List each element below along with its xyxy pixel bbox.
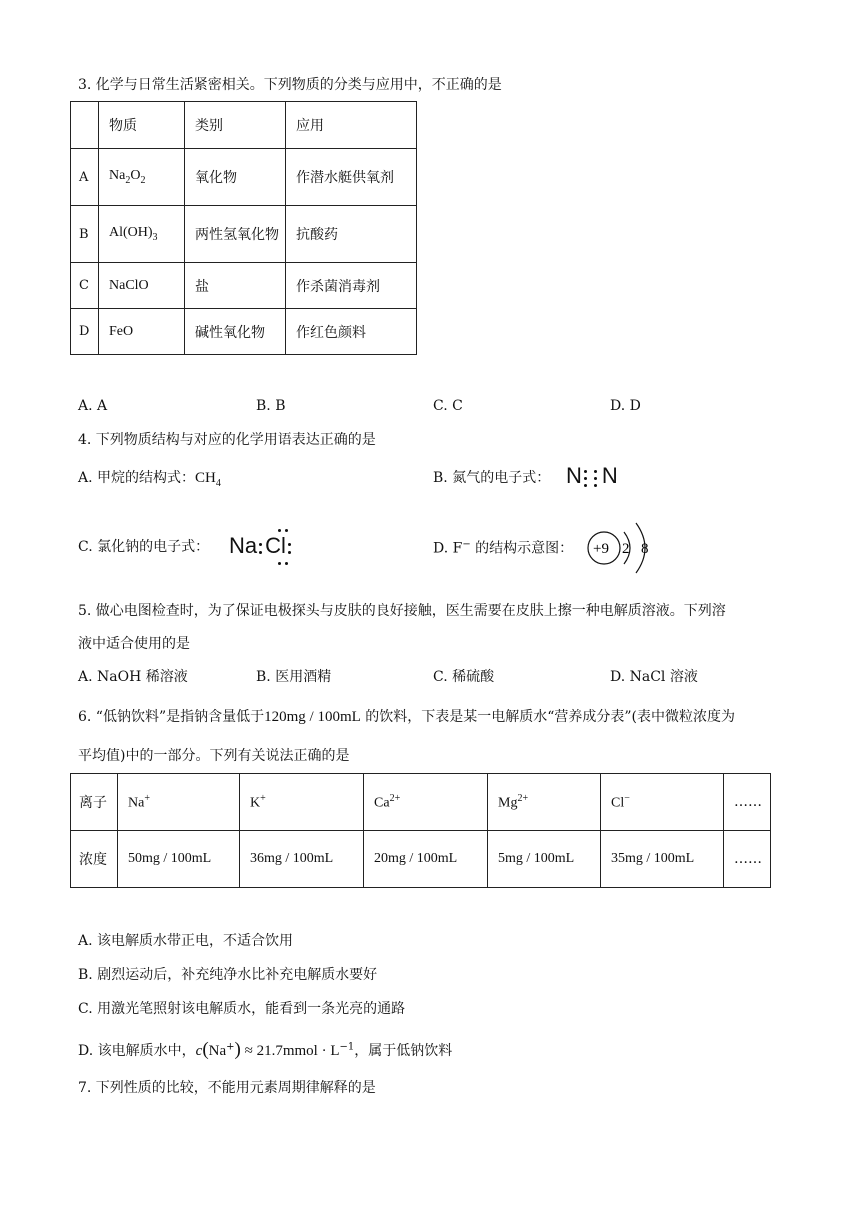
q3-row-a-category: 氧化物	[185, 149, 286, 206]
q6-conc-cl: 35mg / 100mL	[601, 831, 724, 888]
q4-option-a[interactable]: A. 甲烷的结构式：$CH_4$	[78, 470, 221, 489]
q6-ion-ellipsis: ……	[724, 774, 771, 831]
q3-header-blank	[71, 102, 99, 149]
q6-row-ion-label: 离子	[71, 774, 118, 831]
q3-option-d[interactable]: D. D	[610, 398, 641, 414]
q3-row-b-use: 抗酸药	[286, 206, 417, 263]
q6-table	[70, 773, 771, 888]
q5-option-d[interactable]: D. NaCl 溶液	[610, 669, 698, 685]
q4-option-c-electron-formula: Na Cl	[229, 535, 294, 558]
q3-header-use: 应用	[286, 102, 417, 149]
q3-stem: 3. 化学与日常生活紧密相关。下列物质的分类与应用中，不正确的是	[78, 77, 502, 93]
q6-conc-ellipsis: ……	[724, 831, 771, 888]
nucleus-charge: +9	[593, 541, 609, 557]
q3-option-a[interactable]: A. A	[78, 398, 108, 414]
q6-option-d[interactable]: D. 该电解质水中，c(Na+) ≈ 21.7mmol · $L^{-1}$，属于低钠饮料	[78, 1039, 453, 1060]
q6-conc-na: 50mg / 100mL	[118, 831, 240, 888]
q3-option-b[interactable]: B. B	[256, 398, 286, 414]
q6-conc-mg: 5mg / 100mL	[488, 831, 601, 888]
q3-row-c-substance: NaClO	[99, 263, 185, 309]
q3-row-d-substance: FeO	[99, 309, 185, 355]
q3-row-d-use: 作红色颜料	[286, 309, 417, 355]
q6-option-c[interactable]: C. 用激光笔照射该电解质水，能看到一条光亮的通路	[78, 1001, 406, 1017]
q6-ion-na: Na+	[118, 774, 240, 831]
q6-ion-ca: $Ca^{2+}$	[364, 774, 488, 831]
q3-row-b-letter: B	[71, 206, 99, 263]
q6-option-b[interactable]: B. 剧烈运动后，补充纯净水比补充电解质水要好	[78, 967, 378, 983]
q6-conc-ca: 20mg / 100mL	[364, 831, 488, 888]
q3-row-a-letter: A	[71, 149, 99, 206]
q3-row-a-use: 作潜水艇供氧剂	[286, 149, 417, 206]
q4-option-c[interactable]: C. 氯化钠的电子式：	[78, 539, 210, 555]
q5-option-a[interactable]: A. NaOH 稀溶液	[78, 669, 188, 685]
q6-option-a[interactable]: A. 该电解质水带正电，不适合饮用	[78, 933, 294, 949]
q5-option-b[interactable]: B. 医用酒精	[256, 669, 332, 685]
q7-stem: 7. 下列性质的比较，不能用元素周期律解释的是	[78, 1080, 376, 1096]
q3-row-b-category: 两性氢氧化物	[185, 206, 286, 263]
q6-stem-line2: 平均值)中的一部分。下列有关说法正确的是	[78, 748, 350, 764]
q6-stem-line1: 6. “低钠饮料”是指钠含量低于120mg / 100mL 的饮料，下表是某一电解质水“营养成分表”(表中微粒浓度为	[78, 709, 736, 725]
q6-conc-k: 36mg / 100mL	[240, 831, 364, 888]
shell1-electrons: 2	[622, 541, 630, 557]
q6-ion-k: K+	[240, 774, 364, 831]
q4-option-d[interactable]: D. F− 的结构示意图：	[433, 539, 574, 557]
q5-stem-line1: 5. 做心电图检查时，为了保证电极探头与皮肤的良好接触，医生需要在皮肤上擦一种电解质溶液。下列溶	[78, 603, 726, 619]
q3-row-c-letter: C	[71, 263, 99, 309]
q4-stem: 4. 下列物质结构与对应的化学用语表达正确的是	[78, 432, 376, 448]
q6-ion-cl: Cl−	[601, 774, 724, 831]
q4-option-c-cl-top-dots	[278, 529, 288, 532]
q3-option-c[interactable]: C. C	[433, 398, 463, 414]
q3-row-c-use: 作杀菌消毒剂	[286, 263, 417, 309]
q3-row-a-substance: $Na_2O_2$	[99, 149, 185, 206]
q5-option-c[interactable]: C. 稀硫酸	[433, 669, 495, 685]
shell2-electrons: 8	[641, 541, 649, 557]
q3-row-d-letter: D	[71, 309, 99, 355]
q4-option-d-fluoride-ion-diagram	[584, 513, 664, 583]
q4-option-b[interactable]: B. 氮气的电子式：	[433, 470, 551, 486]
q4-option-b-electron-formula: N N	[566, 463, 618, 488]
q3-row-c-category: 盐	[185, 263, 286, 309]
q4-option-c-cl-bottom-dots	[278, 562, 288, 565]
q3-table	[70, 101, 417, 355]
q3-header-substance: 物质	[99, 102, 185, 149]
q3-header-category: 类别	[185, 102, 286, 149]
q6-row-conc-label: 浓度	[71, 831, 118, 888]
q3-row-b-substance: $Al(OH)_3$	[99, 206, 185, 263]
q4-option-a-formula: $CH_4$	[195, 470, 221, 489]
q5-stem-line2: 液中适合使用的是	[78, 636, 190, 652]
q3-row-d-category: 碱性氧化物	[185, 309, 286, 355]
q6-ion-mg: $Mg^{2+}$	[488, 774, 601, 831]
